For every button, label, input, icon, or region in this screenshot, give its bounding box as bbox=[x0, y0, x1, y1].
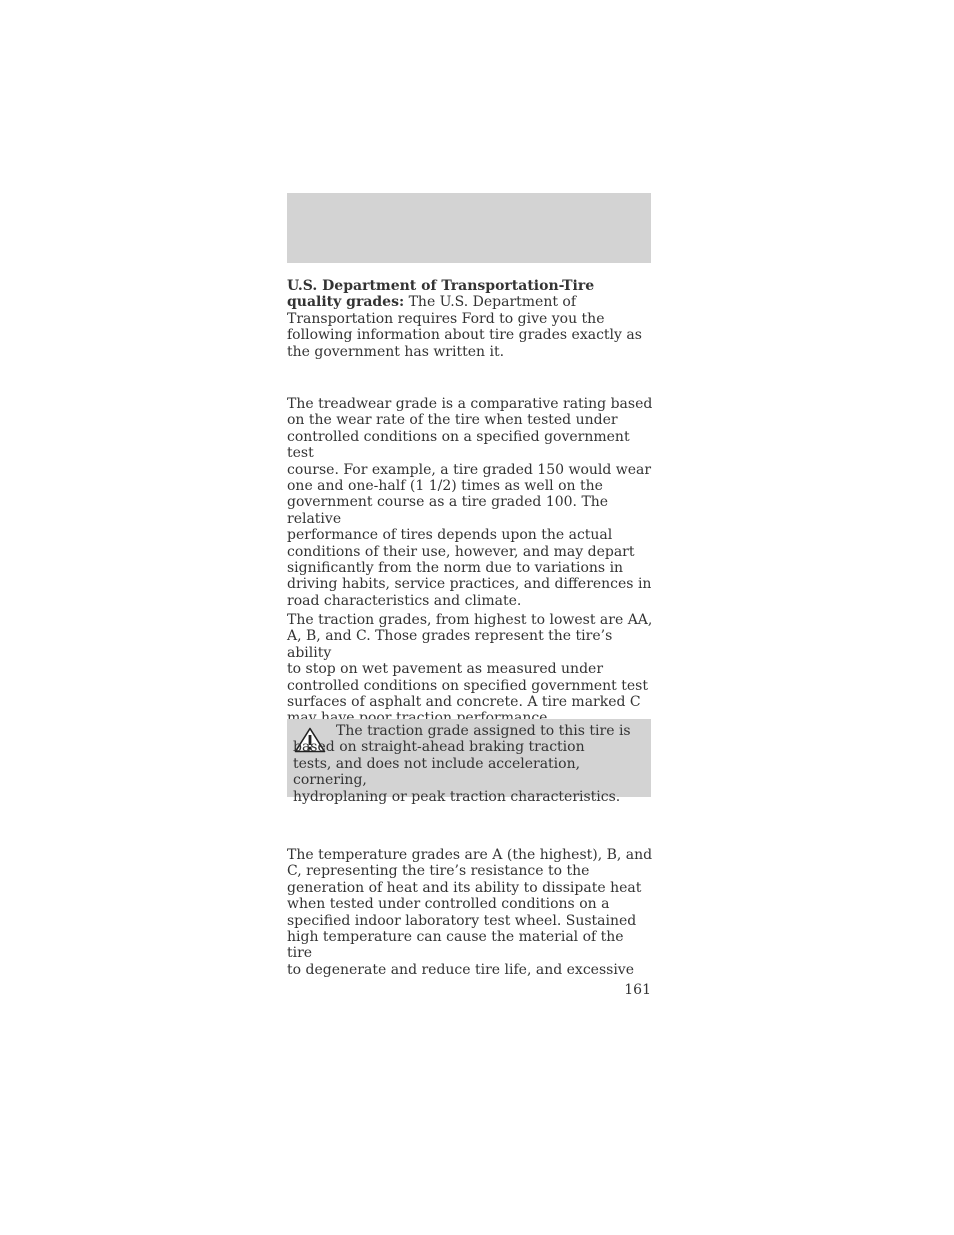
treadwear-paragraph: The treadwear grade is a comparative rating based on the wear rate of the tire when tested under controlled conditions on a specified government test course. For example, a tire graded 150 would wear one and one-half (1 1/2) times as well on the government course as a tire graded 100. The relative performance of tires depends upon the actual conditions of their use, however, and may depart significantly from the norm due to variations in driving habits, service practices, and differences in road characteristics and climate. bbox=[287, 396, 653, 609]
warning-box bbox=[287, 719, 651, 805]
intro-body: The U.S. Department of Transportation requires Ford to give you the following information about tire grades exactly as the government has written it. bbox=[287, 294, 642, 360]
warning-text: The traction grade assigned to this tire is based on straight-ahead braking traction tests, and does not include acceleration, cornering, hydroplaning or peak traction characteristics. bbox=[293, 723, 631, 805]
section-header-bar bbox=[287, 193, 651, 263]
intro-heading: U.S. Department of Transportation-Tire quality grades: bbox=[287, 278, 595, 311]
traction-paragraph: The traction grades, from highest to lowest are AA, A, B, and C. Those grades represent the tire’s ability to stop on wet pavement as measured under controlled conditions on specified government test surfaces of asphalt and concrete. A tire marked C bbox=[287, 612, 653, 711]
intro-paragraph bbox=[287, 278, 653, 360]
page-number: 161 bbox=[624, 982, 651, 998]
temperature-paragraph: The temperature grades are A (the highest), B, and C, representing the tire’s resistance to the generation of heat and its ability to dissipate heat when tested under controlled conditions on a specified indoor laboratory test wheel. Sustained high temperature can cause the material of the tire to degenerate and reduce tire life, and excessive bbox=[287, 847, 653, 978]
